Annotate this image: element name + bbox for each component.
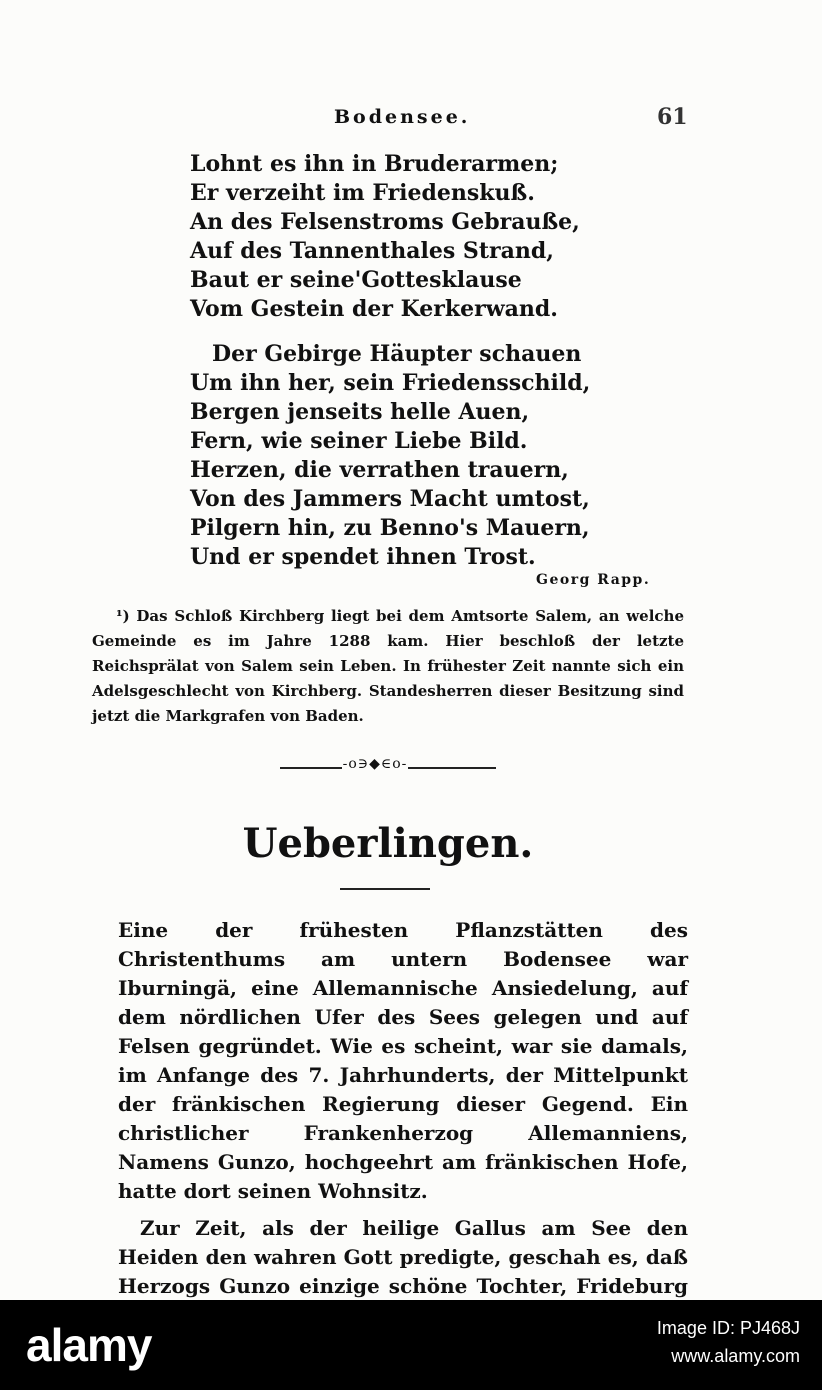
- stock-image-info: [657, 1314, 800, 1370]
- stock-url: www.alamy.com: [671, 1346, 800, 1366]
- divider-rule-left: [280, 767, 342, 769]
- stock-watermark-bar: [0, 1300, 822, 1390]
- poem-line: Auf des Tannenthales Strand,: [190, 238, 554, 264]
- poem-line: An des Felsenstroms Gebrauße,: [190, 209, 580, 235]
- stock-logo: alamy: [26, 1319, 152, 1371]
- stock-image-id: Image ID: PJ468J: [656, 1318, 800, 1338]
- footnote-text: ¹) Das Schloß Kirchberg liegt bei dem Amtsorte Salem, an welche Gemeinde es im Jahre 1288 kam. Hier beschloß der letzte Reichsprälat von Salem sein Leben. In frühester Zeit nannte sich ein Adelsgeschlecht von Kirchberg. Standesherren dieser Besitzung sind jetzt die Markgrafen von Baden.: [92, 607, 684, 725]
- section-title: Ueberlingen.: [242, 820, 534, 867]
- poem-line: Der Gebirge Häupter schauen: [212, 341, 582, 367]
- divider-rule-right: [408, 767, 496, 769]
- poem-line: Herzen, die verrathen trauern,: [190, 457, 569, 483]
- poem-line: Lohnt es ihn in Bruderarmen;: [190, 151, 559, 177]
- ornamental-divider: [280, 756, 496, 775]
- poem-line: Fern, wie seiner Liebe Bild.: [190, 428, 528, 454]
- poem-line: Baut er seine'Gottesklause: [190, 267, 522, 293]
- poem-line: Bergen jenseits helle Auen,: [190, 399, 530, 425]
- body-paragraph-1: Eine der frühesten Pflanzstätten des Christenthums am untern Bodensee war Iburningä, eine Allemannische Ansiedelung, auf dem nördlichen Ufer des Sees gelegen und auf Felsen gegründet. Wie es scheint, war sie damals, im Anfange des 7. Jahrhunderts, der Mittelpunkt der fränkischen Regierung dieser Gegend. Ein christlicher Frankenherzog Allemanniens, Namens Gunzo, hochgeehrt am fränkischen Hofe, hatte dort seinen Wohnsitz.: [118, 918, 688, 1203]
- title-underline-rule: [340, 888, 430, 890]
- poem-author: Georg Rapp.: [536, 572, 651, 588]
- poem-line: Um ihn her, sein Friedensschild,: [190, 370, 591, 396]
- poem-line: Und er spendet ihnen Trost.: [190, 544, 536, 570]
- poem-line: Vom Gestein der Kerkerwand.: [190, 296, 558, 322]
- footnote: [92, 604, 684, 729]
- poem-stanza-2: [190, 340, 590, 572]
- poem-stanza-1: [190, 150, 580, 324]
- poem-line: Von des Jammers Macht umtost,: [190, 486, 590, 512]
- poem-line: Pilgern hin, zu Benno's Mauern,: [190, 515, 590, 541]
- page-header: [0, 106, 822, 136]
- running-title: Bodensee.: [334, 106, 471, 128]
- body-text: [118, 916, 688, 1330]
- page-number: 61: [657, 104, 688, 130]
- poem-line: Er verzeiht im Friedenskuß.: [190, 180, 535, 206]
- fleuron-icon: -o∋◆∈o-: [342, 756, 408, 772]
- body-paragraph-2: Zur Zeit, als der heilige Gallus am See den Heiden den wahren Gott predigte, geschah es, daß Herzogs Gunzo einzige schöne Tochter, Frideburg: [118, 1216, 688, 1298]
